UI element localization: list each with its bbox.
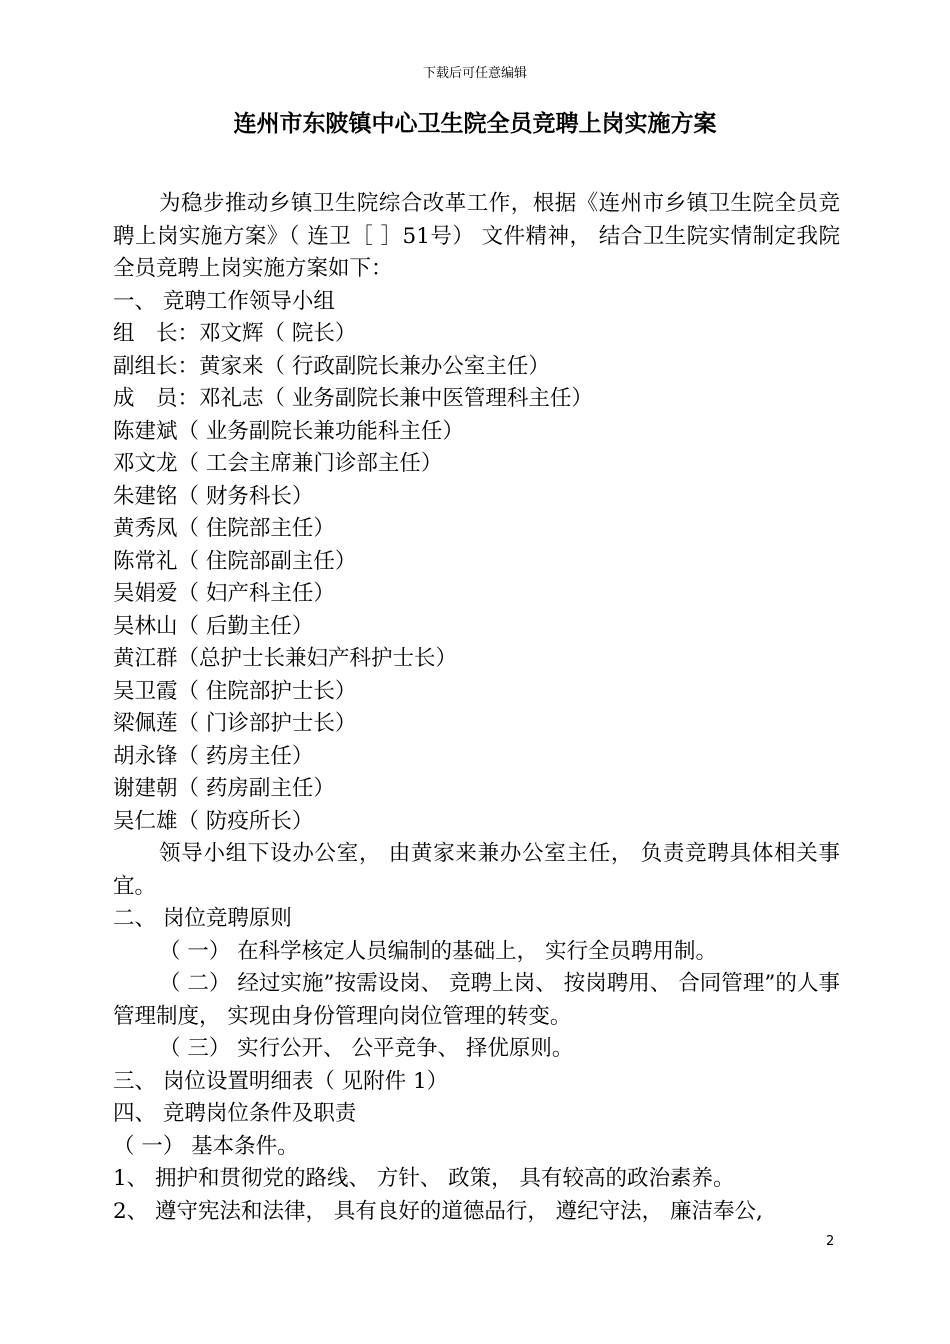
member-line: 黄江群（总护士长兼妇产科护士长） (113, 646, 458, 671)
member-list (113, 416, 840, 839)
member-line: 胡永锋（ 药房主任） (113, 743, 314, 769)
member-line: 吴林山（ 后勤主任） (113, 613, 314, 639)
member-line: 吴娟爱（ 妇产科主任） (113, 581, 335, 606)
principle-3: （ 三） 实行公开、 公平竞争、 择优原则。 (159, 1036, 574, 1061)
member-line: 邓文龙（ 工会主席兼门诊部主任） (113, 451, 443, 476)
condition-1: 1、 拥护和贯彻党的路线、 方针、 政策， 具有较高的政治素养。 (113, 1166, 735, 1191)
member-line: 谢建朝（ 药房副主任） (113, 776, 335, 801)
principle-2: （ 二） 经过实施”按需设岗、 竞聘上岗、 按岗聘用、 合同管理”的人事管理制度， 实现由身份管理向岗位管理的转变。 (113, 971, 840, 1029)
section-3-heading: 三、 岗位设置明细表（ 见附件 1） (113, 1068, 449, 1094)
member-line: 陈常礼（ 住院部副主任） (113, 548, 357, 574)
office-note-paragraph: 领导小组下设办公室， 由黄家来兼办公室主任， 负责竞聘具体相关事宜。 (113, 841, 840, 899)
member-line: 吴仁雄（ 防疫所长） (113, 808, 314, 834)
member-line: 陈建斌（ 业务副院长兼功能科主任） (113, 418, 464, 444)
document-title: 连州市东陂镇中心卫生院全员竞聘上岗实施方案 (233, 111, 717, 137)
intro-paragraph: 为稳步推动乡镇卫生院综合改革工作，根据《连州市乡镇卫生院全员竞聘上岗实施方案》（ 连卫［ ］51号） 文件精神， 结合卫生院实情制定我院全员竞聘上岗实施方案如下： (113, 191, 840, 281)
leader-line: 组 长：邓文辉（ 院长） (113, 321, 357, 346)
page-number: 2 (826, 1234, 835, 1249)
header-note: 下载后可任意编辑 (422, 66, 527, 81)
section-1-heading: 一、 竞聘工作领导小组 (113, 288, 335, 314)
condition-2: 2、 遵守宪法和法律， 具有良好的道德品行， 遵纪守法， 廉洁奉公, (113, 1198, 763, 1224)
document-body (113, 188, 840, 1228)
members-first-line: 成 员：邓礼志（ 业务副院长兼中医管理科主任） (113, 386, 593, 411)
member-line: 吴卫霞（ 住院部护士长） (113, 678, 357, 704)
section-2-heading: 二、 岗位竞聘原则 (113, 906, 292, 931)
deputy-leader-line: 副组长：黄家来（ 行政副院长兼办公室主任） (113, 353, 550, 379)
member-line: 梁佩莲（ 门诊部护士长） (113, 711, 357, 736)
member-line: 朱建铭（ 财务科长） (113, 483, 314, 509)
basic-conditions-heading: （ 一） 基本条件。 (113, 1133, 299, 1159)
principle-1: （ 一） 在科学核定人员编制的基础上， 实行全员聘用制。 (159, 938, 718, 964)
section-4-heading: 四、 竞聘岗位条件及职责 (113, 1101, 357, 1126)
member-line: 黄秀凤（ 住院部主任） (113, 516, 335, 541)
